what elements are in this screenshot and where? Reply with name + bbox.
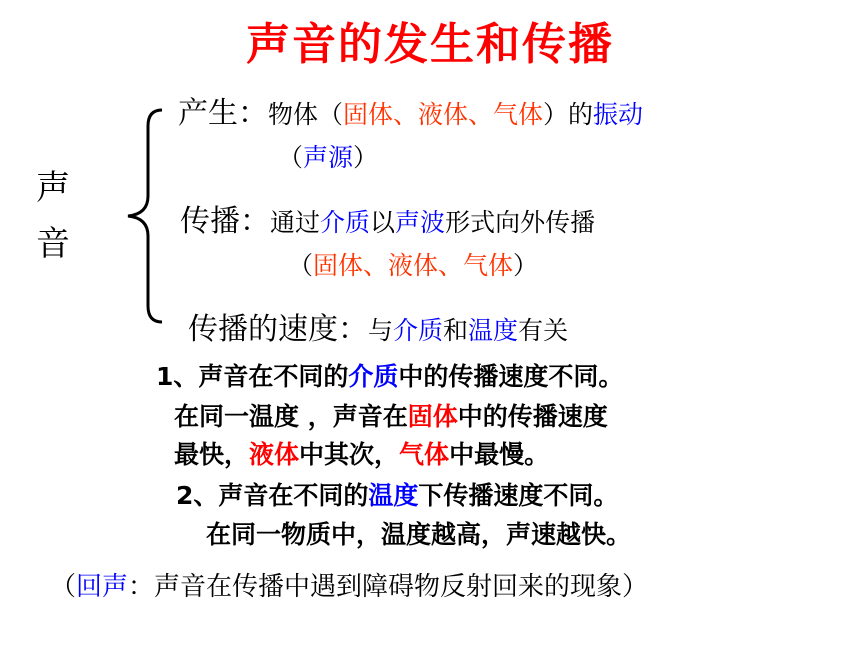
note-1-text-a: 1、声音在不同的 — [156, 362, 349, 391]
footer-echo: 回声 — [76, 572, 129, 602]
curly-brace — [118, 104, 168, 334]
propagation-states-line — [288, 246, 538, 282]
propagation-line — [180, 196, 595, 240]
speed-medium: 介质 — [393, 316, 444, 345]
origin-text-1: 物体（ — [268, 100, 344, 129]
speed-temperature: 温度 — [468, 316, 519, 345]
footer-echo-line — [50, 566, 648, 603]
speed-text-3: 有关 — [518, 316, 569, 345]
side-label-char-2: 音 — [36, 224, 70, 264]
note-line-2 — [174, 397, 608, 433]
origin-text-2: ）的 — [543, 100, 594, 129]
note-3-gas: 气体 — [399, 440, 450, 469]
note-1-medium: 介质 — [348, 362, 399, 391]
states-paren-open: （ — [288, 251, 314, 280]
note-4-text-b: 下传播速度不同。 — [418, 481, 619, 510]
propagation-text-1: 通过 — [270, 208, 321, 237]
speed-text-1: 与 — [368, 316, 394, 345]
note-4-temperature: 温度 — [368, 481, 419, 510]
note-3-text-c: 中最慢。 — [449, 440, 550, 469]
states-paren-close: ） — [513, 251, 539, 280]
page-title: 声音的发生和传播 — [246, 19, 614, 70]
note-line-1 — [156, 357, 623, 393]
propagation-colon: ： — [240, 204, 270, 239]
footer-text: ：声音在传播中遇到障碍物反射回来的现象） — [128, 572, 649, 602]
propagation-text-2: 以 — [370, 208, 396, 237]
speed-text-2: 和 — [443, 316, 469, 345]
side-label-char-1: 声 — [36, 168, 70, 208]
propagation-label: 传播 — [180, 204, 240, 239]
speed-label: 传播的速度 — [188, 312, 338, 347]
propagation-wave: 声波 — [395, 208, 446, 237]
origin-vibration: 振动 — [593, 100, 644, 129]
note-line-5: 在同一物质中，温度越高，声速越快。 — [206, 520, 632, 549]
propagation-states: 固体、液体、气体 — [313, 251, 514, 280]
propagation-text-3: 形式向外传播 — [445, 208, 596, 237]
note-2-solid: 固体 — [407, 402, 458, 431]
note-3-liquid: 液体 — [249, 440, 300, 469]
origin-states: 固体、液体、气体 — [343, 100, 544, 129]
note-2-text-a: 在同一温度 ，声音在 — [174, 402, 408, 431]
origin-source-line — [278, 138, 378, 174]
note-4-text-a: 2、声音在不同的 — [176, 481, 369, 510]
note-2-text-b: 中的传播速度 — [457, 402, 608, 431]
footer-paren-open: （ — [50, 572, 77, 602]
origin-line — [178, 88, 643, 132]
origin-label: 产生 — [178, 96, 238, 131]
note-3-text-a: 最快， — [174, 440, 250, 469]
origin-colon: ： — [238, 96, 268, 131]
origin-source: 声源 — [303, 143, 354, 172]
source-paren-open: （ — [278, 143, 304, 172]
note-line-4 — [176, 476, 618, 512]
speed-colon: ： — [338, 312, 368, 347]
note-1-text-b: 中的传播速度不同。 — [398, 362, 624, 391]
note-3-text-b: 中其次， — [299, 440, 400, 469]
note-line-3 — [174, 435, 549, 471]
speed-line — [188, 304, 568, 348]
source-paren-close: ） — [353, 143, 379, 172]
propagation-medium: 介质 — [320, 208, 371, 237]
